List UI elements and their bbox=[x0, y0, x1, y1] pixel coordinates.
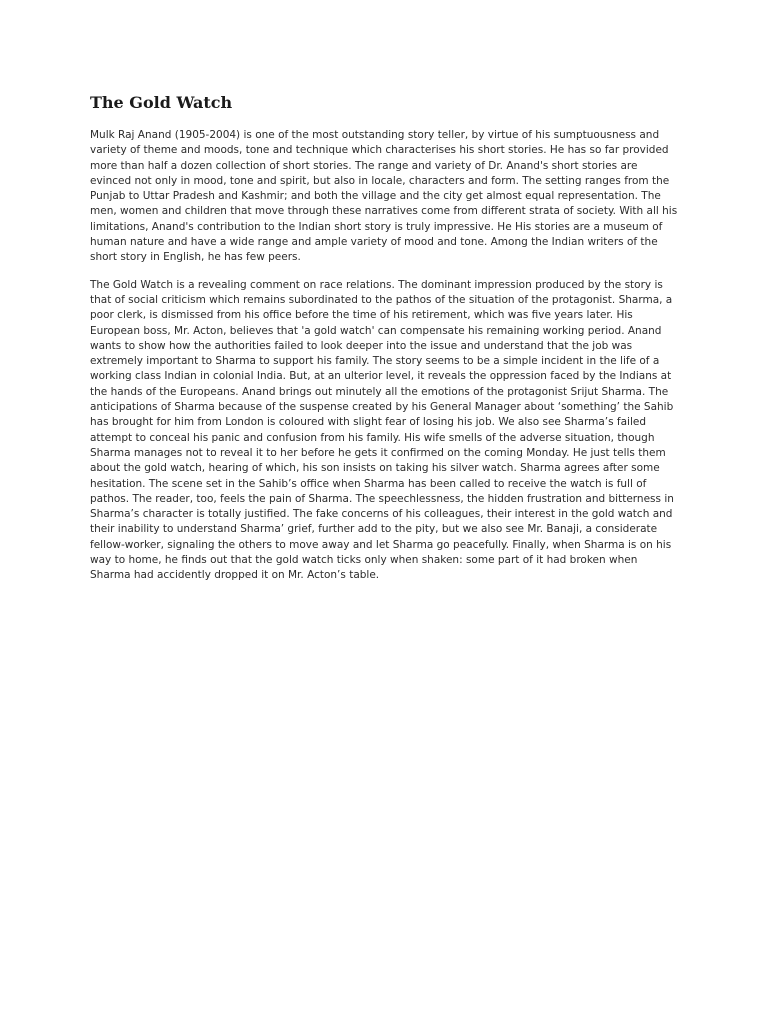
document-page bbox=[90, 90, 680, 596]
paragraph-analysis: The Gold Watch is a revealing comment on race relations. The dominant impression produced by the story is that of social criticism which remains subordinated to the pathos of the situation of the protagonist. Sharma, a poor clerk, is dismissed from his office before the time of his retirement, which was five years later. His European boss, Mr. Acton, believes that 'a gold watch' can compensate his remaining working period. Anand wants to show how the authorities failed to look deeper into the issue and understand that the job was extremely important to Sharma to support his family. The story seems to be a simple incident in the life of a working class Indian in colonial India. But, at an ulterior level, it reveals the oppression faced by the Indians at the hands of the Europeans. Anand brings out minutely all the emotions of the protagonist Srijut Sharma. The anticipations of Sharma because of the suspense created by his General Manager about ‘something’ the Sahib has brought for him from London is coloured with slight fear of losing his job. We also see Sharma’s failed attempt to conceal his panic and confusion from his family. His wife smells of the adverse situation, though Sharma manages not to reveal it to her before he gets it confirmed on the coming Monday. He just tells them about the gold watch, hearing of which, his son insists on taking his silver watch. Sharma agrees after some hesitation. The scene set in the Sahib’s office when Sharma has been called to receive the watch is full of pathos. The reader, too, feels the pain of Sharma. The speechlessness, the hidden frustration and bitterness in Sharma’s character is totally justified. The fake concerns of his colleagues, their interest in the gold watch and their inability to understand Sharma’ grief, further add to the pity, but we also see Mr. Banaji, a considerate fellow-worker, signaling the others to move away and let Sharma go peacefully. Finally, when Sharma is on his way to home, he finds out that the gold watch ticks only when shaken: some part of it had broken when Sharma had accidently dropped it on Mr. Acton’s table. bbox=[90, 278, 674, 582]
paragraph-intro: Mulk Raj Anand (1905-2004) is one of the most outstanding story teller, by virtue of his sumptuousness and variety of theme and moods, tone and technique which characterises his short stories. He has so far provided more than half a dozen collection of short stories. The range and variety of Dr. Anand's short stories are evinced not only in mood, tone and spirit, but also in locale, characters and form. The setting ranges from the Punjab to Uttar Pradesh and Kashmir; and both the village and the city get almost equal representation. The men, women and children that move through these narratives come from different strata of society. With all his limitations, Anand's contribution to the Indian short story is truly impressive. He His stories are a museum of human nature and have a wide range and ample variety of mood and tone. Among the Indian writers of the short story in English, he has few peers. bbox=[90, 129, 678, 264]
document-title: The Gold Watch bbox=[90, 93, 233, 112]
